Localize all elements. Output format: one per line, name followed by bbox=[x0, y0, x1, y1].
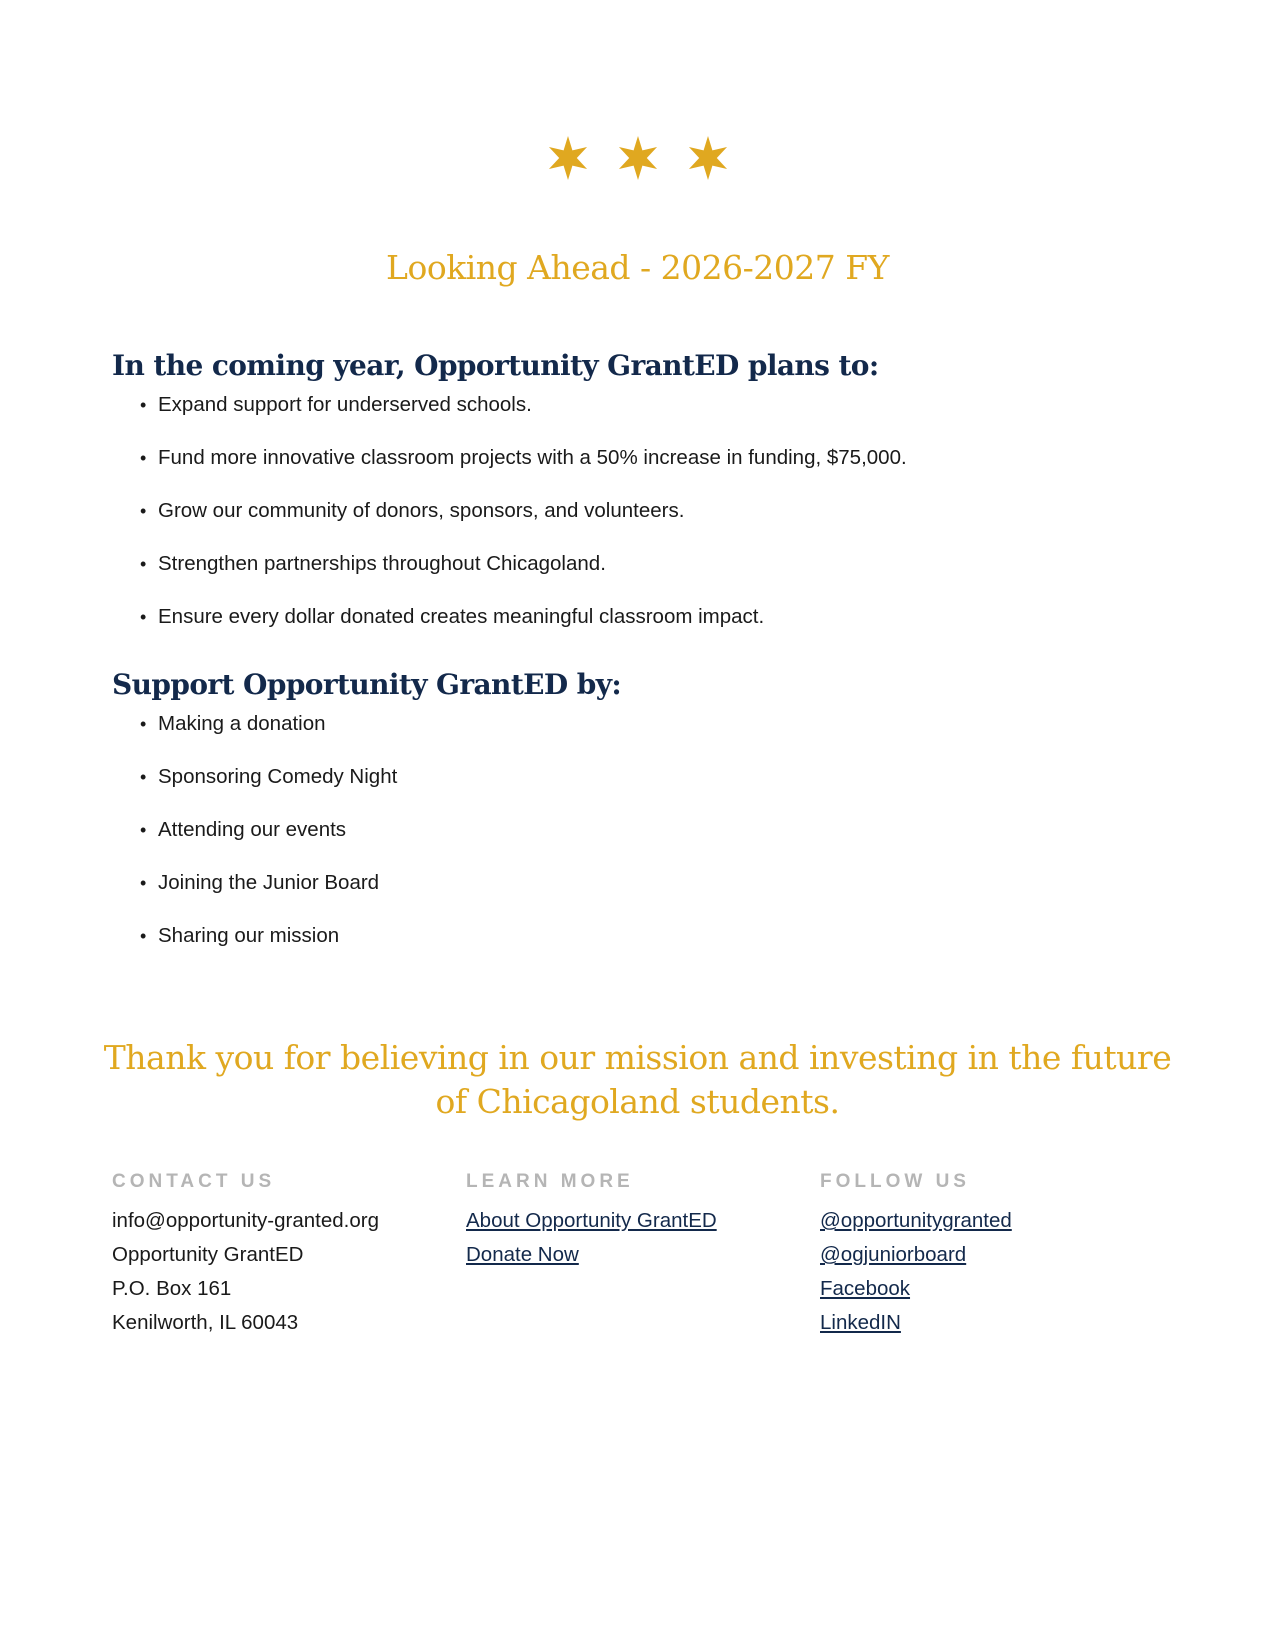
six-point-star-icon bbox=[686, 133, 730, 183]
support-title: Support Opportunity GrantED by: bbox=[112, 668, 622, 701]
instagram-opportunitygranted-link[interactable]: @opportunitygranted bbox=[820, 1209, 1012, 1232]
list-item: • Attending our events bbox=[140, 817, 1172, 843]
list-item: • Strengthen partnerships throughout Chicagoland. bbox=[140, 551, 1172, 577]
list-item: • Fund more innovative classroom projects with a 50% increase in funding, $75,000. bbox=[140, 445, 1172, 471]
plans-section bbox=[112, 348, 1172, 657]
donate-now-link[interactable]: Donate Now bbox=[466, 1243, 579, 1266]
list-item: • Ensure every dollar donated creates meaningful classroom impact. bbox=[140, 604, 1172, 630]
footer-learn-more bbox=[466, 1170, 806, 1272]
support-list bbox=[112, 711, 1172, 949]
facebook-link[interactable]: Facebook bbox=[820, 1277, 911, 1300]
contact-po-box: P.O. Box 161 bbox=[112, 1277, 232, 1300]
plans-list bbox=[112, 392, 1172, 630]
contact-city: Kenilworth, IL 60043 bbox=[112, 1311, 299, 1334]
list-item: • Making a donation bbox=[140, 711, 1172, 737]
list-item: • Sharing our mission bbox=[140, 923, 1172, 949]
support-section bbox=[112, 667, 1172, 976]
footer-contact bbox=[112, 1170, 452, 1340]
six-point-star-icon bbox=[546, 133, 590, 183]
stars-decoration bbox=[0, 133, 1275, 193]
instagram-ogjuniorboard-link[interactable]: @ogjuniorboard bbox=[820, 1243, 967, 1266]
plans-title: In the coming year, Opportunity GrantED plans to: bbox=[112, 349, 879, 382]
thank-you-message: Thank you for believing in our mission and investing in the future of Chicagoland students. bbox=[103, 1038, 1172, 1121]
follow-us-heading: FOLLOW US bbox=[820, 1171, 970, 1192]
about-link[interactable]: About Opportunity GrantED bbox=[466, 1209, 717, 1232]
contact-heading: CONTACT US bbox=[112, 1171, 276, 1192]
page-heading: Looking Ahead - 2026-2027 FY bbox=[386, 248, 889, 287]
learn-more-heading: LEARN MORE bbox=[466, 1171, 634, 1192]
list-item: • Grow our community of donors, sponsors, and volunteers. bbox=[140, 498, 1172, 524]
contact-org-name: Opportunity GrantED bbox=[112, 1243, 304, 1266]
list-item: • Expand support for underserved schools. bbox=[140, 392, 1172, 418]
linkedin-link[interactable]: LinkedIN bbox=[820, 1311, 901, 1334]
footer-follow-us bbox=[820, 1170, 1160, 1340]
six-point-star-icon bbox=[616, 133, 660, 183]
list-item: • Sponsoring Comedy Night bbox=[140, 764, 1172, 790]
list-item: • Joining the Junior Board bbox=[140, 870, 1172, 896]
contact-email: info@opportunity-granted.org bbox=[112, 1209, 379, 1232]
